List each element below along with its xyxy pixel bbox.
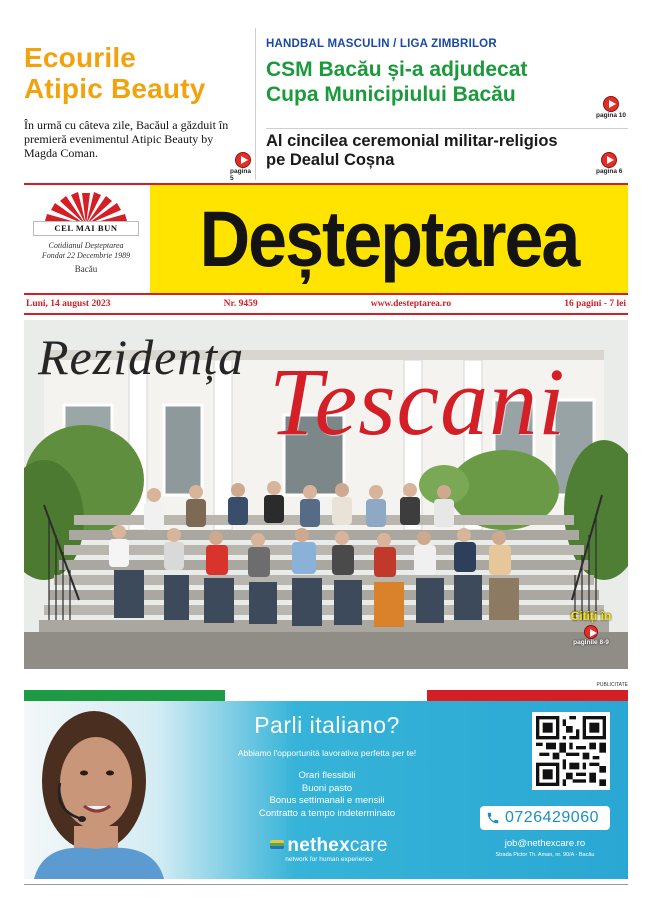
page-ref-label: pagina 6 xyxy=(596,168,623,175)
read-more-label: Citiți în xyxy=(570,609,612,623)
logo-subtitle-line1: Cotidianul Deșteptarea xyxy=(48,241,124,250)
benefit-item: Contratto a tempo indeterminato xyxy=(258,807,396,819)
ad-benefits-list xyxy=(214,770,440,820)
logo-badge: CEL MAI BUN xyxy=(33,221,139,236)
masthead-title-box[interactable] xyxy=(150,185,628,293)
benefit-item: Orari flessibili xyxy=(298,770,356,781)
issue-date: Luni, 14 august 2023 xyxy=(26,299,111,309)
phone-icon xyxy=(486,811,500,825)
cover-photo[interactable] xyxy=(24,320,628,669)
benefit-item: Bonus settimanali e mensili xyxy=(269,795,385,806)
contact-email[interactable]: job@nethexcare.ro xyxy=(504,838,586,849)
website-link[interactable]: www.desteptarea.ro xyxy=(370,299,452,309)
page-ref-10[interactable] xyxy=(596,96,626,119)
benefit-item: Buoni pasto xyxy=(301,782,353,794)
headline2-line2: pe Dealul Coșna xyxy=(266,151,395,169)
teaser-left-title-line2: Atipic Beauty xyxy=(24,73,206,104)
page-ref-label: pagina 10 xyxy=(596,112,626,119)
page-ref-6[interactable] xyxy=(596,152,622,175)
cover-title-part2: Tescani xyxy=(269,348,566,455)
cover-title-part1: Rezidența xyxy=(38,329,245,385)
phone-number: 0726429060 xyxy=(505,809,599,826)
brand-name-part1: nethex xyxy=(287,835,350,856)
divider xyxy=(24,884,628,885)
headline-line1: CSM Bacău și-a adjudecat xyxy=(266,58,528,81)
brand-name-part2: care xyxy=(349,835,388,856)
issue-price: 16 pagini - 7 lei xyxy=(564,299,626,309)
brand-tagline: network for human experience xyxy=(285,856,373,863)
headline-line2: Cupa Municipiului Bacău xyxy=(266,83,516,106)
play-arrow-icon xyxy=(584,625,598,639)
qr-code[interactable] xyxy=(532,712,610,790)
advertisement-nethexcare[interactable] xyxy=(24,690,628,879)
ad-subtitle: Abbiamo l'opportunità lavorativa perfetta per te! xyxy=(237,748,417,758)
teaser-left-text: În urmă cu câteva zile, Bacăul a găzduit în premieră evenimentul Atipic Beauty by Magda Coman. xyxy=(24,118,229,160)
teaser-left-title xyxy=(24,42,255,104)
page-ref-5[interactable] xyxy=(230,152,255,182)
issue-number: Nr. 9459 xyxy=(223,299,258,309)
teaser-ceremonial-headline[interactable] xyxy=(266,132,558,170)
issue-info-bar xyxy=(24,297,628,312)
logo-city: Bacău xyxy=(74,264,98,274)
divider xyxy=(266,128,628,129)
advertisement-label: PUBLICITATE xyxy=(596,682,628,688)
logo-subtitle xyxy=(24,241,148,261)
brand-name xyxy=(244,835,414,857)
teaser-handbal-headline[interactable] xyxy=(266,57,628,107)
section-kicker: HANDBAL MASCULIN / LIGA ZIMBRILOR xyxy=(266,38,497,50)
headline2-line1: Al cincilea ceremonial militar-religios xyxy=(266,132,558,150)
qr-code-icon xyxy=(536,716,606,786)
newspaper-logo xyxy=(24,185,148,293)
masthead xyxy=(24,183,628,295)
newspaper-title: Deșteptarea xyxy=(199,195,579,283)
teaser-right xyxy=(266,28,628,180)
nethexcare-logo xyxy=(244,835,414,863)
logo-subtitle-line2: Fondat 22 Decembrie 1989 xyxy=(41,251,131,260)
italian-flag-stripe xyxy=(24,690,628,701)
divider xyxy=(24,313,628,315)
ad-title: Parli italiano? xyxy=(254,712,400,738)
play-arrow-icon xyxy=(235,152,251,168)
call-center-agent-image xyxy=(24,701,174,879)
teaser-left-title-line1: Ecourile xyxy=(24,42,137,73)
contact-address: Strada Pictor Th. Aman, nr. 90/A - Bacău xyxy=(495,852,595,858)
brand-mark-icon xyxy=(270,840,284,849)
play-arrow-icon xyxy=(603,96,619,112)
teaser-atipic-beauty[interactable] xyxy=(24,28,256,180)
sunrise-logo-icon xyxy=(42,191,130,225)
phone-contact[interactable] xyxy=(480,806,610,830)
page-ref-label: pagina 5 xyxy=(230,168,251,182)
read-more-pages: paginile 8-9 xyxy=(573,639,609,646)
read-more-callout[interactable] xyxy=(561,610,621,646)
play-arrow-icon xyxy=(601,152,617,168)
top-teasers xyxy=(24,28,628,180)
